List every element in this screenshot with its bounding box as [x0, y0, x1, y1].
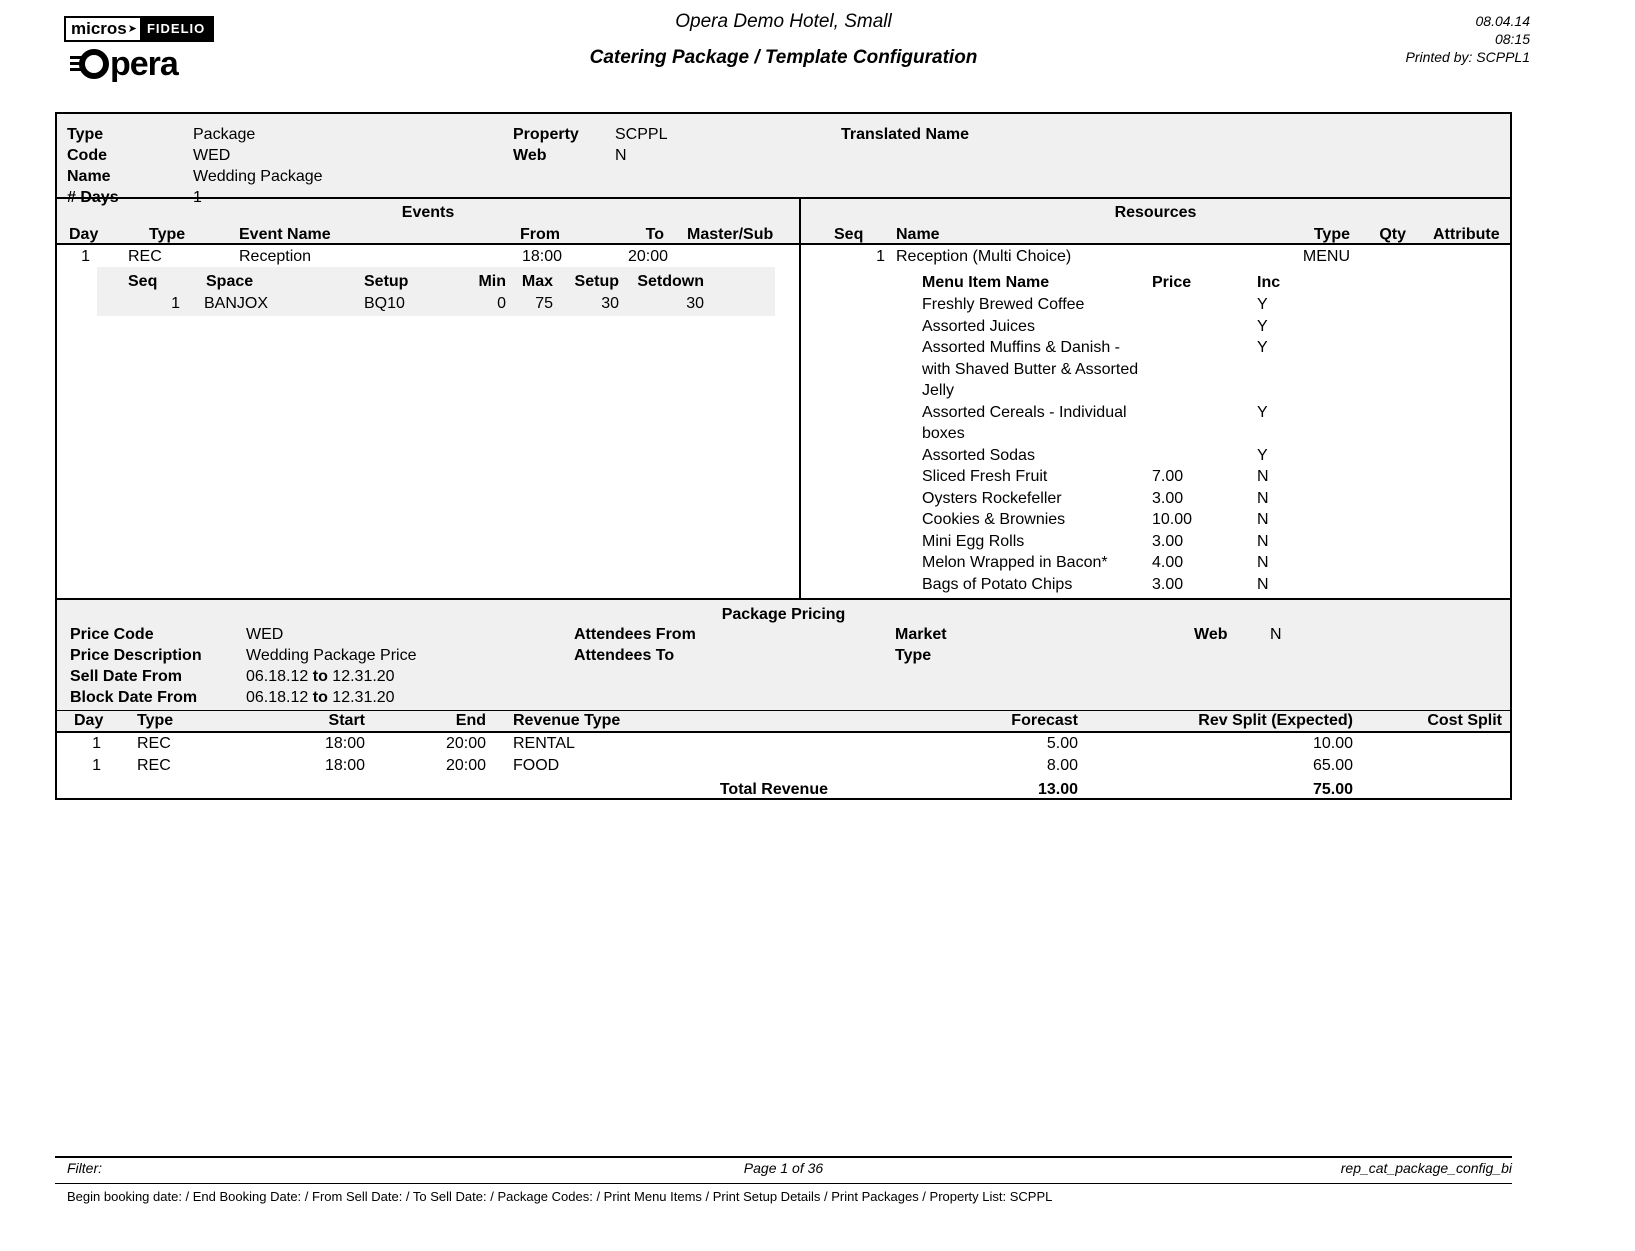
- opera-logo-text: pera: [110, 45, 178, 83]
- type-label: Type: [67, 126, 104, 143]
- pt-row-type: REC: [137, 735, 171, 752]
- resource-seq: 1: [876, 248, 885, 265]
- price-code-label: Price Code: [70, 626, 154, 643]
- market-type-label: Type: [895, 647, 932, 664]
- pt-row-rev-split: 65.00: [1312, 757, 1353, 774]
- events-col-master-sub: Master/Sub: [687, 226, 774, 243]
- price-description-value: Wedding Package Price: [246, 647, 417, 664]
- report-outer-border: [55, 112, 1512, 800]
- resources-title: Resources: [1114, 204, 1197, 221]
- resource-type: MENU: [1302, 248, 1350, 265]
- name-label: Name: [67, 168, 111, 185]
- pricing-web-value: N: [1270, 626, 1282, 643]
- pt-row-start: 18:00: [324, 735, 365, 752]
- report-id: rep_cat_package_config_bi: [1340, 1160, 1512, 1176]
- sell-date-to: 12.31.20: [332, 668, 395, 685]
- web-label: Web: [513, 147, 547, 164]
- pt-col-day: Day: [74, 712, 104, 729]
- printed-by: Printed by: SCPPL1: [1405, 49, 1530, 65]
- event-to: 20:00: [627, 248, 668, 265]
- resources-col-type: Type: [1313, 226, 1350, 243]
- menu-item-name: Mini Egg Rolls: [922, 532, 1025, 550]
- space-col-setup: Setup: [364, 273, 409, 290]
- report-parameters: Begin booking date: / End Booking Date: / From Sell Date: / To Sell Date: / Package Codes: / Print Menu Items / Print Setup Details / Print Packages / Property List: SCPPL: [67, 1189, 1053, 1204]
- sell-date-from: 06.18.12: [246, 668, 309, 685]
- pt-col-cost-split: Cost Split: [1427, 712, 1502, 729]
- filter-label: Filter:: [67, 1160, 102, 1176]
- menu-item-inc: N: [1257, 468, 1269, 485]
- pt-col-revenue-type: Revenue Type: [513, 712, 621, 729]
- menu-item-name: Cookies & Brownies: [922, 511, 1066, 528]
- package-pricing-title: Package Pricing: [721, 606, 846, 623]
- menu-item-name: Assorted Juices: [922, 317, 1035, 335]
- resource-name: Reception (Multi Choice): [896, 248, 1072, 265]
- pt-row-day: 1: [92, 757, 101, 774]
- pt-row-type: REC: [137, 757, 171, 774]
- translated-name-label: Translated Name: [841, 126, 970, 143]
- pt-row-revenue-type: RENTAL: [513, 735, 575, 752]
- space-col-max: Max: [521, 273, 553, 290]
- days-label: # Days: [67, 189, 119, 206]
- space-col-space: Space: [206, 273, 254, 290]
- fidelio-logo-text: FIDELIO: [140, 18, 212, 40]
- menu-item-price: 7.00: [1152, 468, 1184, 485]
- micros-logo-text: micros: [66, 18, 128, 40]
- pt-row-end: 20:00: [445, 757, 486, 774]
- footer-rule: [55, 1156, 1512, 1158]
- code-label: Code: [67, 147, 107, 164]
- menu-item-name: Melon Wrapped in Bacon*: [922, 554, 1108, 571]
- market-label: Market: [895, 626, 947, 643]
- total-revenue-label: Total Revenue: [719, 781, 828, 798]
- resources-col-attribute: Attribute: [1433, 226, 1500, 243]
- menu-item-inc: N: [1257, 511, 1269, 528]
- type-value: Package: [193, 126, 256, 143]
- menu-item-inc: N: [1257, 489, 1269, 507]
- events-title: Events: [401, 204, 455, 221]
- space-setup: BQ10: [364, 295, 405, 312]
- property-value: SCPPL: [615, 126, 668, 143]
- print-time: 08:15: [1494, 31, 1530, 47]
- total-forecast: 13.00: [1037, 781, 1078, 798]
- web-value: N: [615, 147, 627, 164]
- print-info: [1405, 12, 1530, 66]
- total-rev-split: 75.00: [1312, 781, 1353, 798]
- events-col-type: Type: [149, 226, 186, 243]
- pt-col-forecast: Forecast: [1011, 712, 1078, 729]
- menu-col-price: Price: [1152, 274, 1192, 291]
- menu-item-inc: N: [1257, 575, 1269, 593]
- menu-item-inc: Y: [1257, 317, 1268, 335]
- hotel-name: Opera Demo Hotel, Small: [675, 11, 892, 32]
- menu-col-name: Menu Item Name: [922, 274, 1050, 291]
- menu-item-price: 10.00: [1152, 511, 1193, 528]
- space-col-setup2: Setup: [574, 273, 619, 290]
- attendees-to-label: Attendees To: [574, 647, 675, 664]
- menu-item-inc: N: [1257, 554, 1269, 571]
- name-value: Wedding Package: [193, 168, 323, 185]
- menu-item-name: Assorted Muffins & Danish - with Shaved Butter & Assorted Jelly: [922, 339, 1139, 399]
- space-col-seq: Seq: [128, 273, 158, 290]
- menu-item-name: Bags of Potato Chips: [922, 575, 1073, 593]
- pt-row-forecast: 8.00: [1046, 757, 1078, 774]
- menu-item-inc: Y: [1257, 296, 1268, 313]
- space-setdown-mins: 30: [686, 295, 704, 312]
- pt-col-type: Type: [137, 712, 174, 729]
- page-number: Page 1 of 36: [743, 1160, 824, 1176]
- menu-item-name: Oysters Rockefeller: [922, 489, 1062, 507]
- sell-date-label: Sell Date From: [70, 668, 183, 685]
- footer-rule-thin: [55, 1183, 1512, 1184]
- pt-row-forecast: 5.00: [1046, 735, 1078, 752]
- sell-date-to-word: to: [312, 668, 328, 685]
- space-setup-mins: 30: [601, 295, 619, 312]
- attendees-from-label: Attendees From: [574, 626, 696, 643]
- space-name: BANJOX: [204, 295, 269, 312]
- pricing-web-label: Web: [1194, 626, 1228, 643]
- block-date-to: 12.31.20: [332, 689, 395, 706]
- space-max: 75: [535, 295, 553, 312]
- pt-col-start: Start: [328, 712, 365, 729]
- events-col-from: From: [520, 226, 560, 243]
- menu-item-name: Assorted Cereals - Individual boxes: [922, 403, 1127, 442]
- menu-item-name: Assorted Sodas: [922, 446, 1035, 464]
- menu-item-price: 3.00: [1152, 575, 1184, 593]
- pt-row-day: 1: [92, 735, 101, 752]
- pt-row-rev-split: 10.00: [1312, 735, 1353, 752]
- logo-arrow-icon: ➤: [128, 18, 140, 40]
- pt-col-rev-split: Rev Split (Expected): [1198, 712, 1353, 729]
- menu-item-inc: N: [1257, 532, 1269, 550]
- menu-item-price: 3.00: [1152, 489, 1184, 507]
- space-col-setdown: Setdown: [637, 273, 704, 290]
- events-col-event-name: Event Name: [239, 226, 331, 243]
- event-name: Reception: [239, 248, 312, 265]
- menu-item-inc: Y: [1257, 339, 1268, 356]
- menu-col-inc: Inc: [1257, 274, 1281, 291]
- event-day: 1: [81, 248, 90, 265]
- menu-item-inc: Y: [1257, 446, 1268, 464]
- resources-col-seq: Seq: [834, 226, 864, 243]
- event-type: REC: [128, 248, 162, 265]
- print-date: 08.04.14: [1475, 13, 1530, 29]
- pt-row-end: 20:00: [445, 735, 486, 752]
- pt-row-start: 18:00: [324, 757, 365, 774]
- block-date-to-word: to: [312, 689, 328, 706]
- price-description-label: Price Description: [70, 647, 202, 664]
- space-min: 0: [497, 295, 506, 312]
- pt-col-end: End: [455, 712, 486, 729]
- events-col-day: Day: [69, 226, 99, 243]
- price-code-value: WED: [246, 626, 284, 643]
- menu-item-name: Sliced Fresh Fruit: [922, 468, 1048, 485]
- block-date-from: 06.18.12: [246, 689, 309, 706]
- menu-item-price: 4.00: [1152, 554, 1184, 571]
- resources-col-name: Name: [896, 226, 940, 243]
- space-col-min: Min: [478, 273, 506, 290]
- menu-item-inc: Y: [1257, 403, 1268, 421]
- code-value: WED: [193, 147, 231, 164]
- events-col-to: To: [645, 226, 664, 243]
- event-from: 18:00: [521, 248, 562, 265]
- days-value: 1: [193, 189, 202, 206]
- menu-item-price: 3.00: [1152, 532, 1184, 550]
- property-label: Property: [513, 126, 579, 143]
- report-title: Catering Package / Template Configuration: [589, 47, 978, 68]
- space-seq: 1: [171, 295, 180, 312]
- pt-row-revenue-type: FOOD: [513, 757, 560, 774]
- menu-item-name: Freshly Brewed Coffee: [922, 296, 1085, 313]
- resources-col-qty: Qty: [1379, 226, 1406, 243]
- block-date-label: Block Date From: [70, 689, 198, 706]
